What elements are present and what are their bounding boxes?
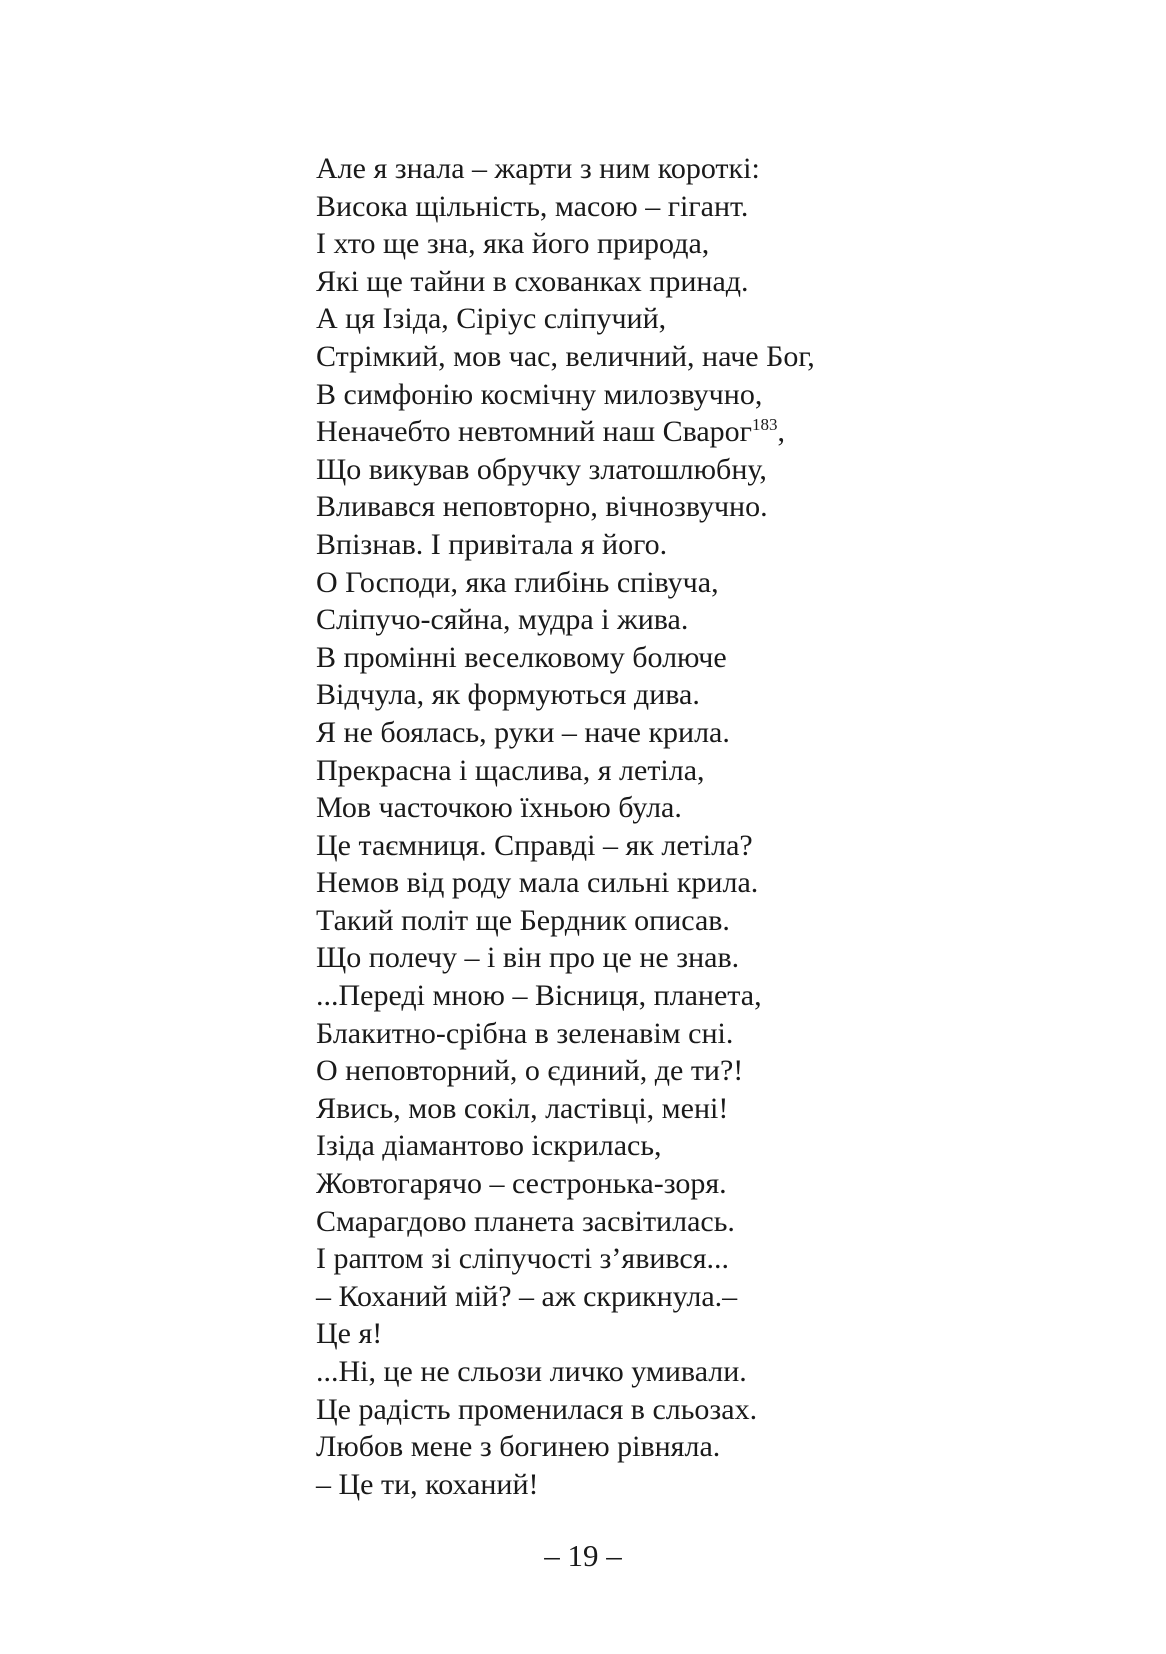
poem-line: Любов мене з богинею рівняла. (316, 1430, 721, 1464)
poem-line: ...Переді мною – Вісниця, планета, (316, 979, 762, 1013)
poem-line: Що полечу – і він про це не знав. (316, 941, 740, 975)
page-number: – 19 – (544, 1538, 622, 1573)
poem-line: Явись, мов сокіл, ластівці, мені! (316, 1091, 729, 1125)
poem-line: Прекрасна і щаслива, я летіла, (316, 753, 705, 787)
poem-line: Вливався неповторно, вічнозвучно. (316, 490, 768, 524)
poem-line: В симфонію космічну милозвучно, (316, 377, 763, 411)
poem-line-text: Неначебто невтомний наш Сварог (316, 415, 752, 449)
poem-line: ...Ні, це не сльози личко умивали. (316, 1355, 747, 1388)
poem-line: Це таємниця. Справді – як летіла? (316, 828, 753, 862)
poem-line: Ізіда діамантово іскрилась, (316, 1129, 662, 1163)
footnote-trailing-comma: , (777, 415, 785, 449)
poem-line: Мов часточкою їхньою була. (316, 791, 682, 825)
poem-line: В промінні веселковому болюче (316, 640, 727, 674)
poem-line: – Коханий мій? – аж скрикнула.– (316, 1279, 738, 1313)
poem-line: Висока щільність, масою – гігант. (316, 189, 749, 223)
footnote-reference: 183 (751, 415, 778, 435)
poem-line: Жовтогарячо – сестронька-зоря. (316, 1167, 727, 1201)
poem-line: О Господи, яка глибінь співуча, (316, 565, 719, 599)
poem-line: Відчула, як формуються дива. (316, 678, 700, 712)
poem-line: Що викував обручку златошлюбну, (316, 452, 767, 486)
poem-line-with-footnote (316, 413, 1036, 451)
poem-line: О неповторний, о єдиний, де ти?! (316, 1054, 744, 1088)
poem-line: Це я! (316, 1317, 383, 1351)
poem-line: Я не боялась, руки – наче крила. (316, 715, 730, 749)
poem-line: – Це ти, коханий! (316, 1467, 539, 1501)
poem-line: Немов від роду мала сильні крила. (316, 866, 759, 900)
poem-line: Впізнав. І привітала я його. (316, 527, 668, 561)
poem-line: А ця Ізіда, Сіріус сліпучий, (316, 302, 667, 336)
poem-line: І хто ще зна, яка його природа, (316, 227, 710, 261)
poem-line: Які ще тайни в схованках принад. (316, 264, 749, 298)
poem-line: Сліпучо-сяйна, мудра і жива. (316, 603, 689, 637)
poem-line: Блакитно-срібна в зеленавім сні. (316, 1016, 734, 1050)
poem-line: Це радість променилася в сльозах. (316, 1392, 758, 1426)
poem-line: Смарагдово планета засвітилась. (316, 1204, 735, 1238)
poem-line: Але я знала – жарти з ним короткі: (316, 152, 760, 185)
poem-line: Стрімкий, мов час, величний, наче Бог, (316, 339, 815, 373)
poem-line: Такий політ ще Бердник описав. (316, 903, 730, 937)
poem-line: І раптом зі сліпучості з’явився... (316, 1242, 730, 1276)
poem-text (316, 150, 1036, 1503)
